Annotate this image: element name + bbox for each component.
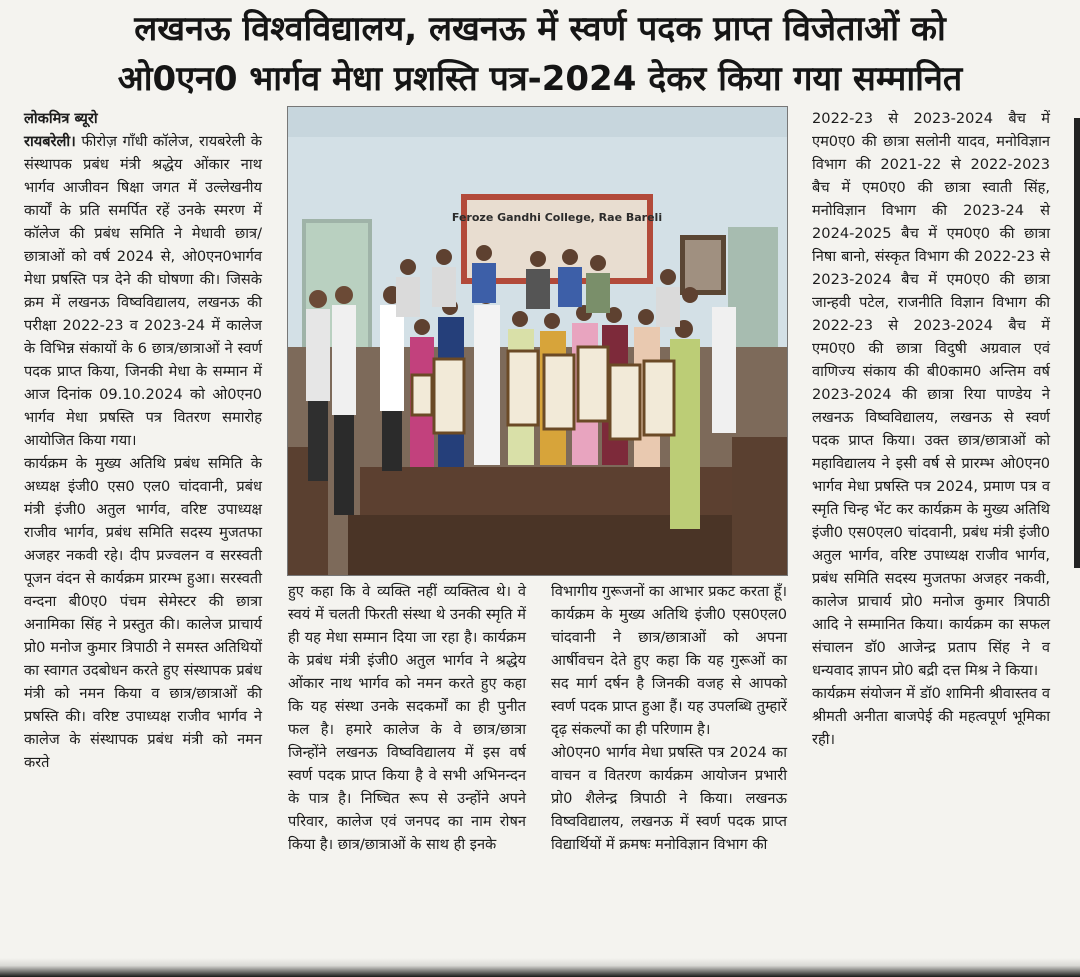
article-column-1 bbox=[24, 107, 262, 774]
paragraph: फीरोज़ गाँधी कॉलेज, रायबरेली के संस्थापक प्रबंध मंत्री श्रद्धेय ओंकार नाथ भार्गव आजीवन षिक्षा जगत में उल्लेखनीय कार्यों के प्रति समर्पित रहें उनके स्मरण में कॉलेज की प्रबंध समिति ने मेधावी छात्र/छात्राओं को वर्ष 2024 से, ओ0एन0भार्गव मेधा प्रषस्ति पत्र देने की घोषणा की। जिसके क्रम में लखनऊ विष्वविद्यालय, लखनऊ की परीक्षा 2022-23 व 2023-24 में कालेज के विभिन्न संकायों के 6 छात्र/छात्राओं ने स्वर्ण पदक प्राप्त किया, जिनकी मेधा के सम्मान में आज दिनांक 09.10.2024 को ओ0एन0 भार्गव मेधा प्रषस्ति पत्र वितरण समारोह आयोजित किया गया। bbox=[24, 133, 263, 449]
article-column-4 bbox=[812, 107, 1050, 751]
article-column-2 bbox=[288, 580, 526, 856]
banner-text: Feroze Gandhi College, Rae Bareli bbox=[451, 211, 663, 224]
cropped-next-headline bbox=[0, 958, 1080, 977]
headline bbox=[0, 4, 1080, 104]
headline-line-1: लखनऊ विश्वविद्यालय, लखनऊ में स्वर्ण पदक प्राप्त विजेताओं को bbox=[134, 9, 946, 49]
paragraph: विभागीय गुरूजनों का आभार प्रकट करता हूँ। कार्यक्रम के मुख्य अतिथि इंजी0 एस0एल0 चांदवानी ने छात्र/छात्राओं को अपना आर्षीवचन देते हुए कहा कि यह गुरूओं का सद मार्ग दर्षन है जिनकी वजह से आपको स्वर्ण पदक प्राप्त हुआ हैं। यह उपलब्धि तुम्हारें दृढ़ संकल्पों का ही परिणाम है। bbox=[551, 583, 787, 738]
paragraph: 2022-23 से 2023-2024 बैच में एम0ए0 की छात्रा सलोनी यादव, मनोविज्ञान विभाग की 2021-22 से 2022-2023 बैच में एम0ए0 की छात्रा स्वाती सिंह, मनोविज्ञान विभाग की 2023-24 से 2024-2025 बैच में एम0ए0 की छात्रा निषा बानो, संस्कृत विभाग की 2022-23 से 2023-2024 बैच में एम0ए0 की छात्रा जान्हवी पटेल, राजनीति विज्ञान विभाग की 2022-23 से 2023-2024 बैच में एम0ए0 की छात्रा विदुषी अग्रवाल एवं वाणिज्य संकाय की बी0काम0 अन्तिम वर्ष 2023-2024 की छात्रा रिया पाण्डेय ने लखनऊ विष्वविद्यालय, लखनऊ से स्वर्ण पदक प्राप्त किया। उक्त छात्र/छात्राओं को महाविद्यालय ने इसी वर्ष से प्रारम्भ ओ0एन0 भार्गव मेधा प्रषस्ति पत्र 2024, प्रमाण पत्र व स्मृति चिन्ह भेंट कर कार्यक्रम के मुख्य अतिथि इंजी0 एस0एल0 चांदवानी, प्रबंध मंत्री इंजी0 अतुल भार्गव, वरिष्ट उपाध्यक्ष राजीव भार्गव, प्रबंध समिति सदस्य मुजतफा अजहर नकवी, कालेज प्राचार्य प्रो0 मनोज कुमार त्रिपाठी आदि ने सम्मानित किया। कार्यक्रम का सफल संचालन डॉ0 आजेन्द्र प्रताप सिंह ने व धन्यवाद ज्ञापन प्रो0 बद्री दत्त मिश्र ने किया। bbox=[812, 110, 1050, 679]
paragraph: कार्यक्रम संयोजन में डॉ0 शामिनी श्रीवास्तव व श्रीमती अनीता बाजपेई की महत्वपूर्ण भूमिका रही। bbox=[812, 685, 1050, 748]
paragraph: कार्यक्रम के मुख्य अतिथि प्रबंध समिति के अध्यक्ष इंजी0 एस0 एल0 चांदवानी, प्रबंध मंत्री इंजी0 अतुल भार्गव, वरिष्ट उपाध्यक्ष राजीव भार्गव, प्रबंध समिति सदस्य मुजतफा अजहर नकवी रहे। दीप प्रज्वलन व सरस्वती पूजन वंदन से कार्यक्रम प्रारम्भ हुआ। सरस्वती वन्दना बी0ए0 पंचम सेमेस्टर की छात्रा अनामिका सिंह ने प्रस्तुत की। कालेज प्राचार्य प्रो0 मनोज कुमार त्रिपाठी ने समस्त अतिथियों का स्वागत उदबोधन करते हुए संस्थापक प्रबंध मंत्री को नमन किया व छात्र/छात्राओं की प्रषस्ति की। वरिष्ट उपाध्यक्ष राजीव भार्गव ने कालेज के संस्थापक प्रबंध मंत्री को नमन करते bbox=[24, 455, 262, 771]
paragraph: हुए कहा कि वे व्यक्ति नहीं व्यक्तित्व थे। वे स्वयं में चलती फिरती संस्था थे उनकी स्मृति में ही यह मेधा सम्मान दिया जा रहा है। कार्यक्रम के प्रबंध मंत्री इंजी0 अतुल भार्गव ने श्रद्धेय ओंकार नाथ भार्गव को नमन करते हुए कहा कि यह संस्था उनके सदकर्मों का ही पुनीत फल है। हमारे कालेज के वे छात्र/छात्रा जिन्होंने लखनऊ विष्वविद्यालय में इस वर्ष स्वर्ण पदक प्राप्त किया है वे सभी अभिनन्दन के पात्र है। निष्चित रूप से उन्होंने अपने परिवार, कालेज एवं जनपद का नाम रोषन किया है। छात्र/छात्राओं के साथ ही इनके bbox=[288, 583, 526, 853]
page-edge-bar bbox=[1074, 118, 1080, 568]
article-column-3 bbox=[551, 580, 787, 856]
event-photo bbox=[287, 106, 788, 576]
paragraph: ओ0एन0 भार्गव मेधा प्रषस्ति पत्र 2024 का वाचन व वितरण कार्यक्रम आयोजन प्रभारी प्रो0 शैलेन्द्र त्रिपाठी ने किया। लखनऊ विष्वविद्यालय, लखनऊ में स्वर्ण पदक प्राप्त विद्यार्थियों में क्रमषः मनोविज्ञान विभाग की bbox=[551, 744, 787, 853]
byline: लोकमित्र ब्यूरो bbox=[24, 110, 98, 127]
dateline: रायबरेली। bbox=[24, 133, 76, 150]
headline-line-2: ओ0एन0 भार्गव मेधा प्रशस्ति पत्र-2024 देकर किया गया सम्मानित bbox=[117, 59, 963, 99]
